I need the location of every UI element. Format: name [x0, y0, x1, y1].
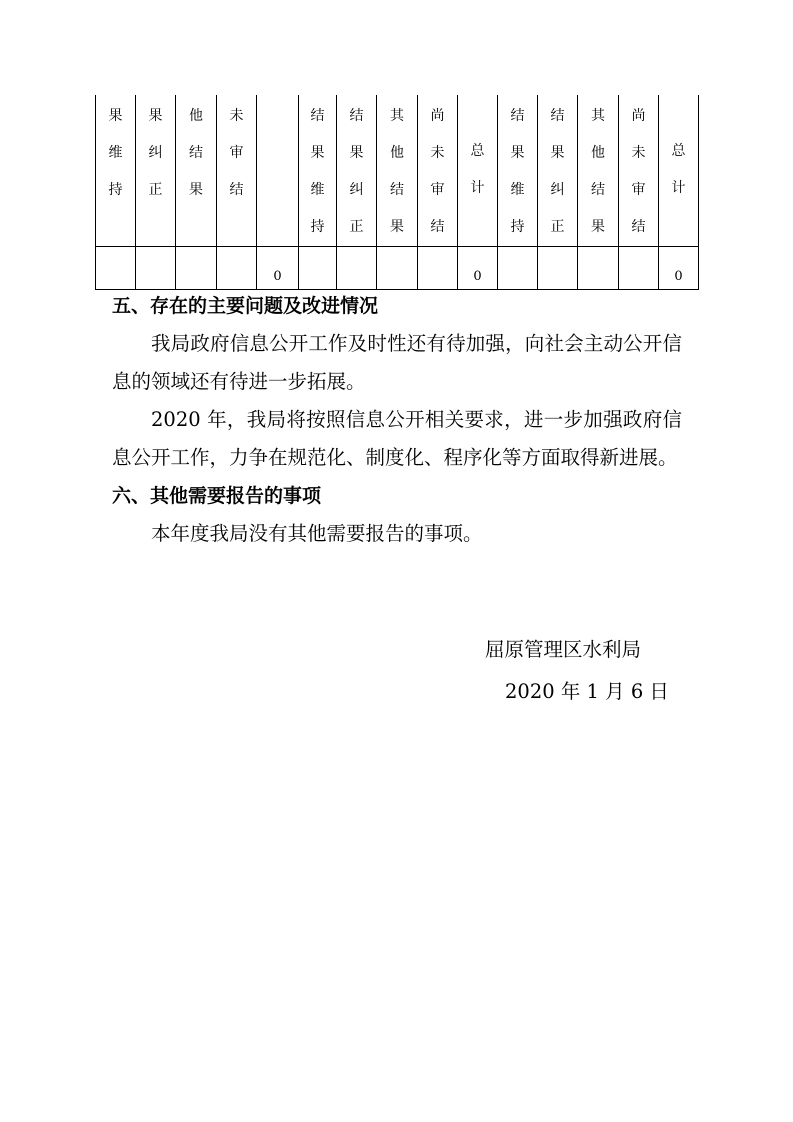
data-cell [176, 247, 217, 290]
data-cell [498, 247, 538, 290]
header-char: 审 [631, 182, 646, 198]
header-char: 尚 [430, 108, 445, 124]
header-char: 维 [310, 182, 325, 198]
section-5-paragraph-2: 2020 年，我局将按照信息公开相关要求，进一步加强政府信息公开工作，力争在规范化、制度化、程序化等方面取得新进展。 [112, 408, 682, 469]
header-char: 果 [148, 108, 163, 124]
header-char: 他 [591, 145, 605, 161]
header-char: 审 [430, 182, 445, 198]
header-char: 结 [631, 219, 646, 235]
header-char: 纠 [349, 182, 364, 198]
appeal-results-table [95, 95, 699, 290]
signature-date: 2020 年 1 月 6 日 [505, 680, 669, 703]
header-char: 结 [229, 182, 244, 198]
data-cell [96, 247, 136, 290]
header-char: 未 [229, 108, 244, 124]
body-text [112, 287, 682, 553]
header-cell [257, 95, 299, 247]
header-char: 正 [349, 219, 364, 235]
header-char: 果 [189, 182, 203, 198]
header-char: 结 [591, 182, 605, 198]
section-5-heading: 五、存在的主要问题及改进情况 [112, 295, 379, 317]
data-cell [377, 247, 418, 290]
header-char: 果 [550, 145, 565, 161]
header-char: 果 [591, 219, 605, 235]
header-char: 纠 [148, 145, 163, 161]
header-cell [96, 95, 136, 247]
section-6-heading: 六、其他需要报告的事项 [112, 485, 322, 507]
header-char: 尚 [631, 108, 646, 124]
header-char: 持 [510, 219, 525, 235]
table-header-row [96, 95, 699, 247]
header-cell [377, 95, 418, 247]
header-char: 结 [510, 108, 525, 124]
header-char: 其 [591, 108, 605, 124]
header-char: 维 [108, 145, 123, 161]
data-cell: 0 [458, 247, 498, 290]
header-char: 正 [550, 219, 565, 235]
header-char: 未 [430, 145, 445, 161]
header-cell [418, 95, 458, 247]
header-char: 果 [108, 108, 123, 124]
header-char: 计 [671, 180, 686, 196]
header-cell [176, 95, 217, 247]
header-cell [578, 95, 619, 247]
table-data-row [96, 247, 699, 290]
header-char: 持 [310, 219, 325, 235]
header-char: 持 [108, 182, 123, 198]
data-cell [538, 247, 578, 290]
header-char: 未 [631, 145, 646, 161]
signature-org: 屈原管理区水利局 [485, 638, 642, 661]
header-char: 他 [390, 145, 404, 161]
data-cell: 0 [659, 247, 699, 290]
header-char: 计 [470, 180, 485, 196]
data-cell [136, 247, 176, 290]
header-cell [538, 95, 578, 247]
header-cell [299, 95, 337, 247]
header-char: 果 [390, 219, 404, 235]
data-cell [337, 247, 377, 290]
header-cell [136, 95, 176, 247]
header-char: 其 [390, 108, 404, 124]
header-cell [498, 95, 538, 247]
header-char: 果 [310, 145, 325, 161]
header-char: 结 [189, 145, 203, 161]
data-cell [578, 247, 619, 290]
header-char: 维 [510, 182, 525, 198]
header-char: 正 [148, 182, 163, 198]
header-cell [337, 95, 377, 247]
header-char: 纠 [550, 182, 565, 198]
header-cell [458, 95, 498, 247]
header-cell [659, 95, 699, 247]
data-cell [299, 247, 337, 290]
header-char: 结 [550, 108, 565, 124]
data-cell [619, 247, 659, 290]
header-char: 结 [430, 219, 445, 235]
header-char: 审 [229, 145, 244, 161]
header-char: 果 [510, 145, 525, 161]
header-char: 结 [349, 108, 364, 124]
header-char: 结 [310, 108, 325, 124]
header-cell [217, 95, 257, 247]
header-char: 结 [390, 182, 404, 198]
header-char: 果 [349, 145, 364, 161]
header-char: 总 [470, 143, 485, 159]
data-cell [418, 247, 458, 290]
section-6-paragraph-1: 本年度我局没有其他需要报告的事项。 [151, 522, 483, 545]
header-char: 总 [671, 143, 686, 159]
header-cell [619, 95, 659, 247]
section-5-paragraph-1: 我局政府信息公开工作及时性还有待加强，向社会主动公开信息的领域还有待进一步拓展。 [112, 332, 682, 393]
data-cell: 0 [257, 247, 299, 290]
header-char: 他 [189, 108, 203, 124]
data-cell [217, 247, 257, 290]
